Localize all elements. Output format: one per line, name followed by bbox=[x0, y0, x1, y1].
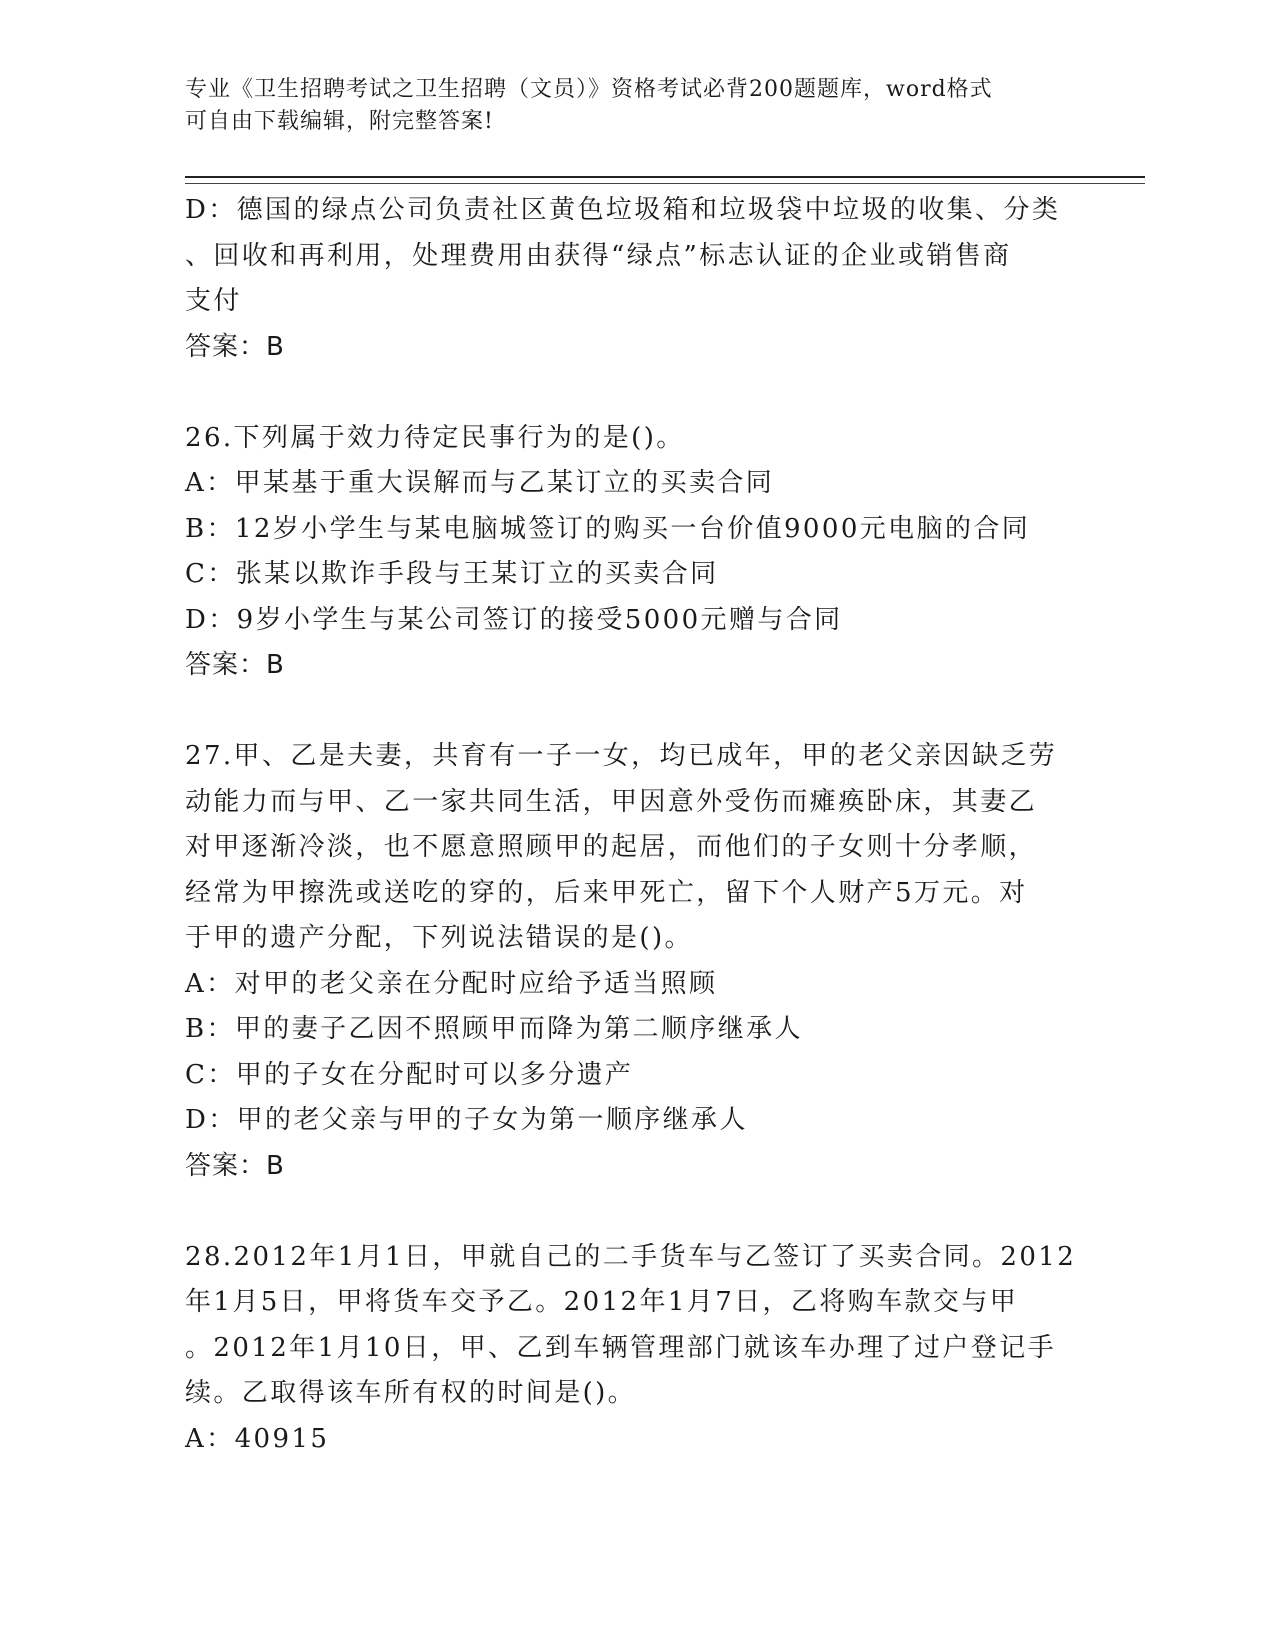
question-stem: 续。乙取得该车所有权的时间是()。 bbox=[185, 1378, 637, 1408]
option-b: B：甲的妻子乙因不照顾甲而降为第二顺序继承人 bbox=[185, 1014, 803, 1044]
option-d: D：9岁小学生与某公司签订的接受5000元赠与合同 bbox=[185, 604, 843, 635]
header-rule-thin bbox=[185, 183, 1145, 184]
block-spacer bbox=[185, 689, 1085, 735]
option-a: A：对甲的老父亲在分配时应给予适当照顾 bbox=[185, 968, 718, 999]
answer-line: 答案：B bbox=[185, 650, 285, 680]
text-line: 、回收和再利用，处理费用由获得“绿点”标志认证的企业或销售商 bbox=[185, 240, 1012, 271]
document-header bbox=[185, 74, 1085, 138]
header-rule-thick bbox=[185, 176, 1145, 178]
question-stem: 动能力而与甲、乙一家共同生活，甲因意外受伤而瘫痪卧床，其妻乙 bbox=[185, 786, 1038, 817]
header-line-2: 可自由下载编辑，附完整答案! bbox=[185, 109, 494, 134]
block-spacer bbox=[185, 370, 1085, 416]
question-block bbox=[185, 416, 1085, 689]
answer-line: 答案：B bbox=[185, 1150, 285, 1181]
option-b: B：12岁小学生与某电脑城签订的购买一台价值9000元电脑的合同 bbox=[185, 513, 1031, 544]
option-d: D：甲的老父亲与甲的子女为第一顺序继承人 bbox=[185, 1105, 748, 1135]
question-stem: 于甲的遗产分配，下列说法错误的是()。 bbox=[185, 923, 693, 953]
question-stem: 对甲逐渐冷淡，也不愿意照顾甲的起居，而他们的子女则十分孝顺， bbox=[185, 832, 1038, 862]
header-line-1: 专业《卫生招聘考试之卫生招聘（文员）》资格考试必背200题题库，word格式 bbox=[185, 77, 993, 102]
block-spacer bbox=[185, 1189, 1085, 1235]
option-c: C：甲的子女在分配时可以多分遗产 bbox=[185, 1059, 634, 1090]
option-a: A：甲某基于重大误解而与乙某订立的买卖合同 bbox=[185, 468, 775, 498]
text-line: 支付 bbox=[185, 286, 242, 316]
question-stem: 28.2012年1月1日，甲就自己的二手货车与乙签订了买卖合同。2012 bbox=[185, 1241, 1077, 1272]
question-stem: 。2012年1月10日，甲、乙到车辆管理部门就该车办理了过户登记手 bbox=[185, 1332, 1056, 1363]
text-line: D：德国的绿点公司负责社区黄色垃圾箱和垃圾袋中垃圾的收集、分类 bbox=[185, 195, 1061, 225]
answer-line: 答案：B bbox=[185, 331, 285, 362]
question-stem: 年1月5日，甲将货车交予乙。2012年1月7日，乙将购车款交与甲 bbox=[185, 1287, 1019, 1317]
option-a: A：40915 bbox=[185, 1423, 330, 1454]
question-stem: 经常为甲擦洗或送吃的穿的，后来甲死亡，留下个人财产5万元。对 bbox=[185, 877, 1028, 908]
question-block bbox=[185, 734, 1085, 1189]
option-c: C：张某以欺诈手段与王某订立的买卖合同 bbox=[185, 559, 719, 589]
document-body bbox=[185, 188, 1085, 1462]
question-block bbox=[185, 188, 1085, 370]
question-block bbox=[185, 1235, 1085, 1463]
question-stem: 26.下列属于效力待定民事行为的是()。 bbox=[185, 422, 685, 453]
question-stem: 27.甲、乙是夫妻，共育有一子一女，均已成年，甲的老父亲因缺乏劳 bbox=[185, 741, 1058, 771]
